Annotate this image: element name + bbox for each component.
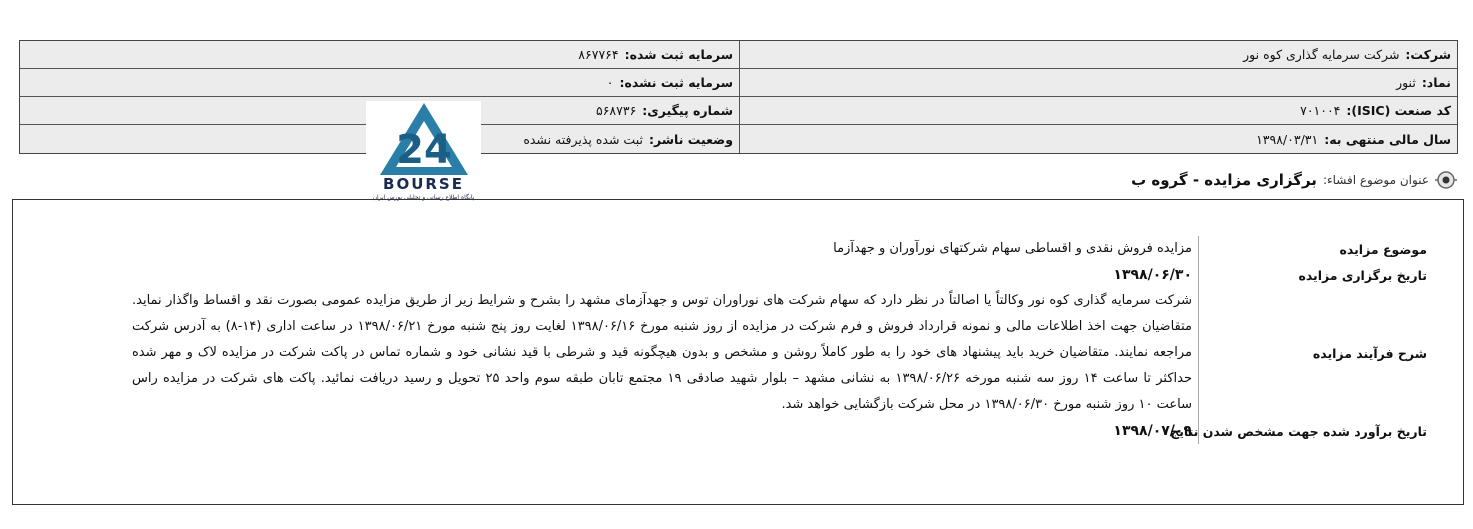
disclosure-subject-label: عنوان موضوع افشاء: [1322, 173, 1429, 187]
company-label: شرکت: [1405, 47, 1451, 62]
bourse-logo [366, 101, 481, 207]
result-date-row [127, 418, 1427, 444]
symbol-label: نماد: [1421, 75, 1451, 90]
auction-date-row [127, 262, 1427, 288]
auction-process-row [127, 288, 1427, 418]
publisher-status-value: ثبت شده پذیرفته نشده [523, 131, 643, 147]
publisher-status-label: وضعیت ناشر: [648, 131, 733, 147]
result-date-label: تاریخ برآورد شده جهت مشخص شدن نتایج [1170, 423, 1427, 439]
bourse-logo-word: BOURSE [383, 175, 464, 193]
target-bullet-icon [1435, 169, 1457, 191]
fiscal-year-cell [739, 125, 1457, 153]
isic-label-pre: کد صنعت ( [1384, 103, 1451, 118]
company-cell [739, 41, 1457, 69]
auction-details-box [12, 199, 1464, 505]
bourse-logo-mark-icon [378, 101, 470, 177]
svg-text:24: 24 [395, 127, 452, 173]
disclosure-subject-value: برگزاری مزایده - گروه ب [1131, 171, 1317, 189]
isic-value: ۷۰۱۰۰۴ [1300, 103, 1341, 118]
auction-subject-value: مزایده فروش نقدی و اقساطی سهام شرکتهای نورآوران و جهدآزما [833, 236, 1199, 262]
unregistered-capital-value: ۰ [606, 75, 614, 90]
auction-details [127, 236, 1427, 444]
unregistered-capital-cell [20, 69, 739, 97]
tracking-number-value: ۵۶۸۷۳۶ [596, 103, 637, 118]
registered-capital-cell [20, 41, 739, 69]
registered-capital-label: سرمایه ثبت شده: [624, 47, 733, 62]
auction-date-label: تاریخ برگزاری مزایده [1298, 267, 1427, 283]
company-value: شرکت سرمایه گذاری کوه نور [1243, 47, 1400, 62]
registered-capital-value: ۸۶۷۷۶۴ [578, 47, 619, 62]
symbol-value: ثنور [1396, 75, 1416, 90]
isic-label-post: ): [1346, 103, 1358, 118]
tracking-number-label: شماره پیگیری: [642, 103, 733, 118]
auction-subject-row [127, 236, 1427, 262]
auction-process-label: شرح فرآیند مزایده [1312, 345, 1427, 361]
disclosure-title [1131, 167, 1457, 193]
isic-cell [739, 97, 1457, 125]
auction-date-value: ۱۳۹۸/۰۶/۳۰ [1113, 262, 1199, 288]
symbol-cell [739, 69, 1457, 97]
fiscal-year-label: سال مالی منتهی به: [1324, 131, 1451, 147]
fiscal-year-value: ۱۳۹۸/۰۳/۳۱ [1256, 131, 1319, 147]
isic-label-tag: ISIC [1357, 103, 1385, 118]
result-date-value: ۱۳۹۸/۰۷/۰۹ [1113, 418, 1199, 444]
company-info-table [19, 40, 1458, 154]
isic-label [1346, 103, 1451, 118]
auction-subject-label: موضوع مزایده [1339, 241, 1427, 257]
bourse-logo-tagline: پایگاه اطلاع رسانی و تحلیلی بورس ایران [372, 194, 475, 201]
unregistered-capital-label: سرمایه ثبت نشده: [619, 75, 733, 90]
auction-process-value: شرکت سرمایه گذاری کوه نور وکالتاً یا اصالتاً در نظر دارد که سهام شرکت های نوراوران توس و جهدآزمای مشهد را بشرح و شرایط زیر از طریق مزایده عمومی بصورت نقد و اقساط واگذار نماید. متقاضیان جهت اخذ اطلاعات مالی و نمونه قرارداد فروش و فرم شرکت در مزایده از روز شنبه مورخ ۱۳۹۸/۰۶/۱۶ لغایت روز پنج شنبه مورخ ۱۳۹۸/۰۶/۲۱ در ساعت اداری (۱۴-۸) به آدرس شرکت مراجعه نمایند. متقاضیان خرید باید پیشنهاد های خود را به طور کاملاً روشن و مشخص و بدون هیچگونه قید و شرطی با قید نشانی خود و شماره تماس در پاکت شرکت در مزایده لاک و مهر شده حداکثر تا ساعت ۱۴ روز سه شنبه مورخه ۱۳۹۸/۰۶/۲۶ به نشانی مشهد – بلوار شهید صادقی ۱۹ مجتمع تابان طبقه سوم واحد ۲۵ تحویل و رسید دریافت نمائید. پاکت های شرکت در مزایده راس ساعت ۱۰ روز شنبه مورخ ۱۳۹۸/۰۶/۳۰ در محل شرکت بازگشایی خواهد شد. [132, 288, 1199, 418]
